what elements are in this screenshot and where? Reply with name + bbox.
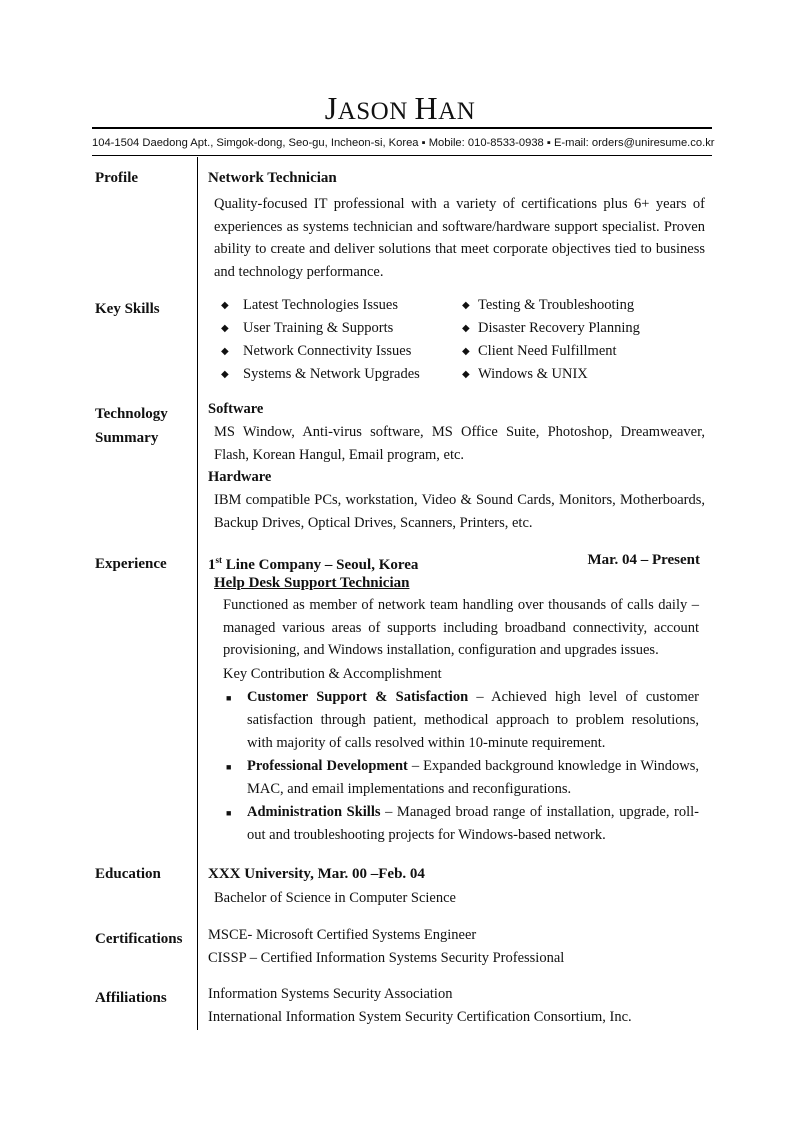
contribution-list bbox=[226, 686, 699, 847]
skill-text: User Training & Supports bbox=[243, 320, 394, 336]
name-rest-last: AN bbox=[438, 98, 476, 125]
contribution-heading: Key Contribution & Accomplishment bbox=[223, 666, 442, 682]
diamond-bullet-icon: ◆ bbox=[462, 323, 470, 334]
name-initial-first: J bbox=[324, 90, 338, 126]
skill-text: Systems & Network Upgrades bbox=[243, 366, 420, 382]
contribution-title: Administration Skills bbox=[247, 804, 381, 820]
list-item bbox=[221, 363, 420, 386]
diamond-bullet-icon: ◆ bbox=[221, 346, 229, 357]
certifications-label: Certifications bbox=[95, 931, 183, 947]
name-rest-first: ASON bbox=[337, 98, 408, 125]
job-description: Functioned as member of network team handling over thousands of calls daily – managed various areas of supports including broadband connectivity, account provisioning, and Windows installation, configuration and upgrades issues. bbox=[223, 597, 699, 658]
software-heading: Software bbox=[208, 401, 264, 417]
contact-divider bbox=[92, 155, 712, 156]
key-skills-left-list bbox=[221, 294, 420, 386]
skill-text: Windows & UNIX bbox=[478, 366, 588, 382]
square-bullet-icon: ■ bbox=[226, 808, 232, 818]
name-initial-last: H bbox=[414, 90, 439, 126]
diamond-bullet-icon: ◆ bbox=[462, 346, 470, 357]
skill-text: Latest Technologies Issues bbox=[243, 297, 398, 313]
list-item bbox=[221, 294, 420, 317]
skill-text: Testing & Troubleshooting bbox=[478, 297, 635, 313]
list-item bbox=[462, 363, 640, 386]
diamond-bullet-icon: ◆ bbox=[462, 300, 470, 311]
hardware-text: IBM compatible PCs, workstation, Video & Sound Cards, Monitors, Motherboards, Backup Drives, Optical Drives, Scanners, Printers, etc. bbox=[214, 492, 705, 531]
technology-label-line2: Summary bbox=[95, 430, 159, 446]
education-school: XXX University, Mar. 00 –Feb. 04 bbox=[208, 866, 425, 882]
square-bullet-icon: ■ bbox=[226, 762, 232, 772]
certification-item: CISSP – Certified Information Systems Security Professional bbox=[208, 950, 565, 966]
affiliation-item: International Information System Security Certification Consortium, Inc. bbox=[208, 1009, 632, 1025]
company-rest: Line Company – Seoul, Korea bbox=[222, 557, 419, 573]
profile-summary: Quality-focused IT professional with a variety of certifications plus 6+ years of experiences as systems technician and software/hardware support specialist. Proven ability to create and deliver solutions that meet corporate objectives tied to business and technology performance. bbox=[214, 196, 705, 280]
key-skills-label: Key Skills bbox=[95, 301, 160, 317]
experience-label: Experience bbox=[95, 556, 167, 572]
skill-text: Client Need Fulfillment bbox=[478, 343, 617, 359]
skill-text: Network Connectivity Issues bbox=[243, 343, 412, 359]
list-item bbox=[226, 686, 699, 755]
diamond-bullet-icon: ◆ bbox=[462, 369, 470, 380]
contribution-text: – Achieved high level of customer satisfaction through patient, methodical approach to problem resolutions, with majority of calls resolved within 10-minute requirement. bbox=[247, 689, 700, 751]
company-ordinal: 1 bbox=[208, 557, 216, 573]
list-item bbox=[221, 317, 420, 340]
job-role: Help Desk Support Technician bbox=[214, 575, 410, 591]
list-item bbox=[462, 340, 640, 363]
hardware-heading: Hardware bbox=[208, 469, 272, 485]
education-label: Education bbox=[95, 866, 161, 882]
header-divider bbox=[92, 127, 712, 129]
list-item bbox=[462, 317, 640, 340]
list-item bbox=[462, 294, 640, 317]
certification-item: MSCE- Microsoft Certified Systems Engineer bbox=[208, 927, 477, 943]
section-vertical-divider bbox=[197, 157, 198, 1030]
affiliations-label: Affiliations bbox=[95, 990, 167, 1006]
skill-text: Disaster Recovery Planning bbox=[478, 320, 640, 336]
key-skills-right-list bbox=[462, 294, 640, 386]
contact-line: 104-1504 Daedong Apt., Simgok-dong, Seo-gu, Incheon-si, Korea ▪ Mobile: 010-8533-0938 ▪ E-mail: orders@uniresume.co.kr bbox=[92, 137, 715, 149]
profile-label: Profile bbox=[95, 170, 139, 186]
diamond-bullet-icon: ◆ bbox=[221, 300, 229, 311]
list-item bbox=[226, 801, 699, 847]
contribution-text: – Managed broad range of installation, upgrade, roll-out and troubleshooting projects for Windows-based network. bbox=[247, 804, 700, 843]
education-degree: Bachelor of Science in Computer Science bbox=[214, 890, 456, 906]
list-item bbox=[226, 755, 699, 801]
contribution-title: Professional Development bbox=[247, 758, 408, 774]
diamond-bullet-icon: ◆ bbox=[221, 369, 229, 380]
contribution-title: Customer Support & Satisfaction bbox=[247, 689, 469, 705]
contribution-text: – Expanded background knowledge in Windows, MAC, and email implementations and reconfigurations. bbox=[247, 758, 699, 797]
company-ordinal-suffix: st bbox=[215, 555, 222, 565]
list-item bbox=[221, 340, 420, 363]
applicant-name bbox=[0, 90, 800, 127]
technology-label-line1: Technology bbox=[95, 406, 168, 422]
affiliation-item: Information Systems Security Association bbox=[208, 986, 453, 1002]
job-dates: Mar. 04 – Present bbox=[587, 552, 700, 568]
diamond-bullet-icon: ◆ bbox=[221, 323, 229, 334]
profile-title: Network Technician bbox=[208, 170, 337, 186]
software-text: MS Window, Anti-virus software, MS Office Suite, Photoshop, Dreamweaver, Flash, Korean Hangul, Email program, etc. bbox=[214, 424, 705, 463]
square-bullet-icon: ■ bbox=[226, 693, 232, 703]
